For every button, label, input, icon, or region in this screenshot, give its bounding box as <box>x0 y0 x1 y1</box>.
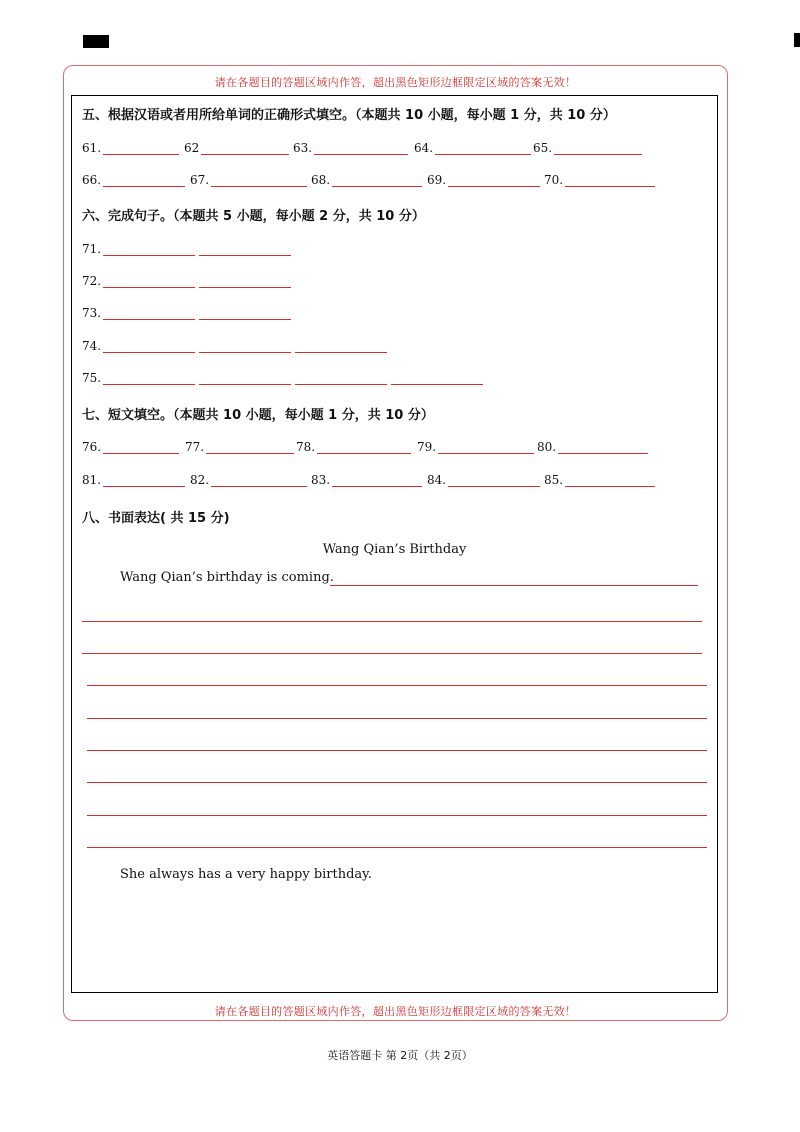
warning-bottom: 请在各题目的答题区域内作答，超出黑色矩形边框限定区域的答案无效！ <box>214 1005 577 1018</box>
answer-blank[interactable] <box>103 373 195 385</box>
answer-blank[interactable] <box>199 276 291 288</box>
answer-item-69[interactable] <box>427 173 540 187</box>
answer-blank[interactable] <box>565 175 655 187</box>
registration-mark-left <box>83 35 109 48</box>
answer-blank[interactable] <box>199 373 291 385</box>
section-five-title: 五、根据汉语或者用所给单词的正确形式填空。（本题共 10 小题，每小题 1 分，共 10 分） <box>82 108 616 123</box>
answer-blank[interactable] <box>103 175 185 187</box>
essay-line[interactable] <box>87 782 707 783</box>
answer-blank[interactable] <box>448 475 540 487</box>
answer-blank[interactable] <box>391 373 483 385</box>
answer-blank[interactable] <box>103 442 179 454</box>
item-number: 81. <box>82 473 102 487</box>
answer-blank[interactable] <box>448 175 540 187</box>
item-number: 72. <box>82 274 102 288</box>
section-eight-title: 八、书面表达( 共 15 分) <box>82 511 230 526</box>
item-number: 63. <box>293 141 313 155</box>
answer-blank[interactable] <box>103 244 195 256</box>
answer-item-66[interactable] <box>82 173 185 187</box>
answer-blank[interactable] <box>199 341 291 353</box>
item-number: 74. <box>82 339 102 353</box>
item-number: 76. <box>82 440 102 454</box>
answer-blank[interactable] <box>554 143 642 155</box>
answer-blank[interactable] <box>211 475 307 487</box>
answer-item-84[interactable] <box>427 473 540 487</box>
item-number: 67. <box>190 173 210 187</box>
item-number: 75. <box>82 371 102 385</box>
essay-line[interactable] <box>87 847 707 848</box>
item-number: 62 <box>184 141 200 155</box>
essay-line[interactable] <box>330 585 698 586</box>
item-number: 83. <box>311 473 331 487</box>
answer-blank[interactable] <box>317 442 411 454</box>
answer-blank[interactable] <box>332 175 422 187</box>
section-seven-title: 七、短文填空。（本题共 10 小题，每小题 1 分，共 10 分） <box>82 408 434 423</box>
answer-blank[interactable] <box>103 308 195 320</box>
item-number: 61. <box>82 141 102 155</box>
essay-line[interactable] <box>82 621 702 622</box>
item-number: 82. <box>190 473 210 487</box>
answer-item-83[interactable] <box>311 473 422 487</box>
essay-title: Wang Qian’s Birthday <box>322 542 467 557</box>
answer-item-76[interactable] <box>82 440 179 454</box>
answer-blank[interactable] <box>438 442 534 454</box>
answer-item-62[interactable] <box>184 141 289 155</box>
item-number: 78. <box>296 440 316 454</box>
answer-item-67[interactable] <box>190 173 307 187</box>
essay-start-text: Wang Qian’s birthday is coming. <box>120 570 334 585</box>
answer-item-68[interactable] <box>311 173 422 187</box>
item-number: 80. <box>537 440 557 454</box>
item-number: 84. <box>427 473 447 487</box>
warning-top: 请在各题目的答题区域内作答，超出黑色矩形边框限定区域的答案无效！ <box>214 76 577 89</box>
essay-line[interactable] <box>87 718 707 719</box>
answer-item-79[interactable] <box>417 440 534 454</box>
answer-item-70[interactable] <box>544 173 655 187</box>
answer-item-82[interactable] <box>190 473 307 487</box>
item-number: 77. <box>185 440 205 454</box>
answer-blank[interactable] <box>314 143 408 155</box>
answer-item-78[interactable] <box>296 440 411 454</box>
answer-blank[interactable] <box>199 244 291 256</box>
item-number: 73. <box>82 306 102 320</box>
answer-blank[interactable] <box>199 308 291 320</box>
item-number: 69. <box>427 173 447 187</box>
essay-end-text: She always has a very happy birthday. <box>120 867 372 882</box>
item-number: 70. <box>544 173 564 187</box>
answer-blank[interactable] <box>332 475 422 487</box>
page-footer: 英语答题卡 第 2页（共 2页） <box>327 1049 473 1062</box>
answer-blank[interactable] <box>103 143 179 155</box>
item-number: 65. <box>533 141 553 155</box>
answer-item-77[interactable] <box>185 440 294 454</box>
answer-item-61[interactable] <box>82 141 179 155</box>
essay-line[interactable] <box>87 815 707 816</box>
item-number: 68. <box>311 173 331 187</box>
answer-blank[interactable] <box>201 143 289 155</box>
registration-mark-right <box>794 33 800 47</box>
answer-blank[interactable] <box>211 175 307 187</box>
answer-blank[interactable] <box>206 442 294 454</box>
item-number: 66. <box>82 173 102 187</box>
answer-blank[interactable] <box>435 143 531 155</box>
essay-line[interactable] <box>87 750 707 751</box>
answer-blank[interactable] <box>295 341 387 353</box>
item-number: 79. <box>417 440 437 454</box>
essay-line[interactable] <box>87 685 707 686</box>
item-number: 64. <box>414 141 434 155</box>
answer-blank[interactable] <box>103 341 195 353</box>
answer-item-65[interactable] <box>533 141 642 155</box>
answer-item-80[interactable] <box>537 440 648 454</box>
answer-blank[interactable] <box>103 475 185 487</box>
section-six-title: 六、完成句子。（本题共 5 小题，每小题 2 分，共 10 分） <box>82 209 425 224</box>
answer-blank[interactable] <box>295 373 387 385</box>
item-number: 85. <box>544 473 564 487</box>
answer-item-85[interactable] <box>544 473 655 487</box>
answer-blank[interactable] <box>558 442 648 454</box>
answer-blank[interactable] <box>565 475 655 487</box>
answer-blank[interactable] <box>103 276 195 288</box>
answer-item-64[interactable] <box>414 141 531 155</box>
item-number: 71. <box>82 242 102 256</box>
essay-line[interactable] <box>82 653 702 654</box>
answer-item-81[interactable] <box>82 473 185 487</box>
answer-item-63[interactable] <box>293 141 408 155</box>
